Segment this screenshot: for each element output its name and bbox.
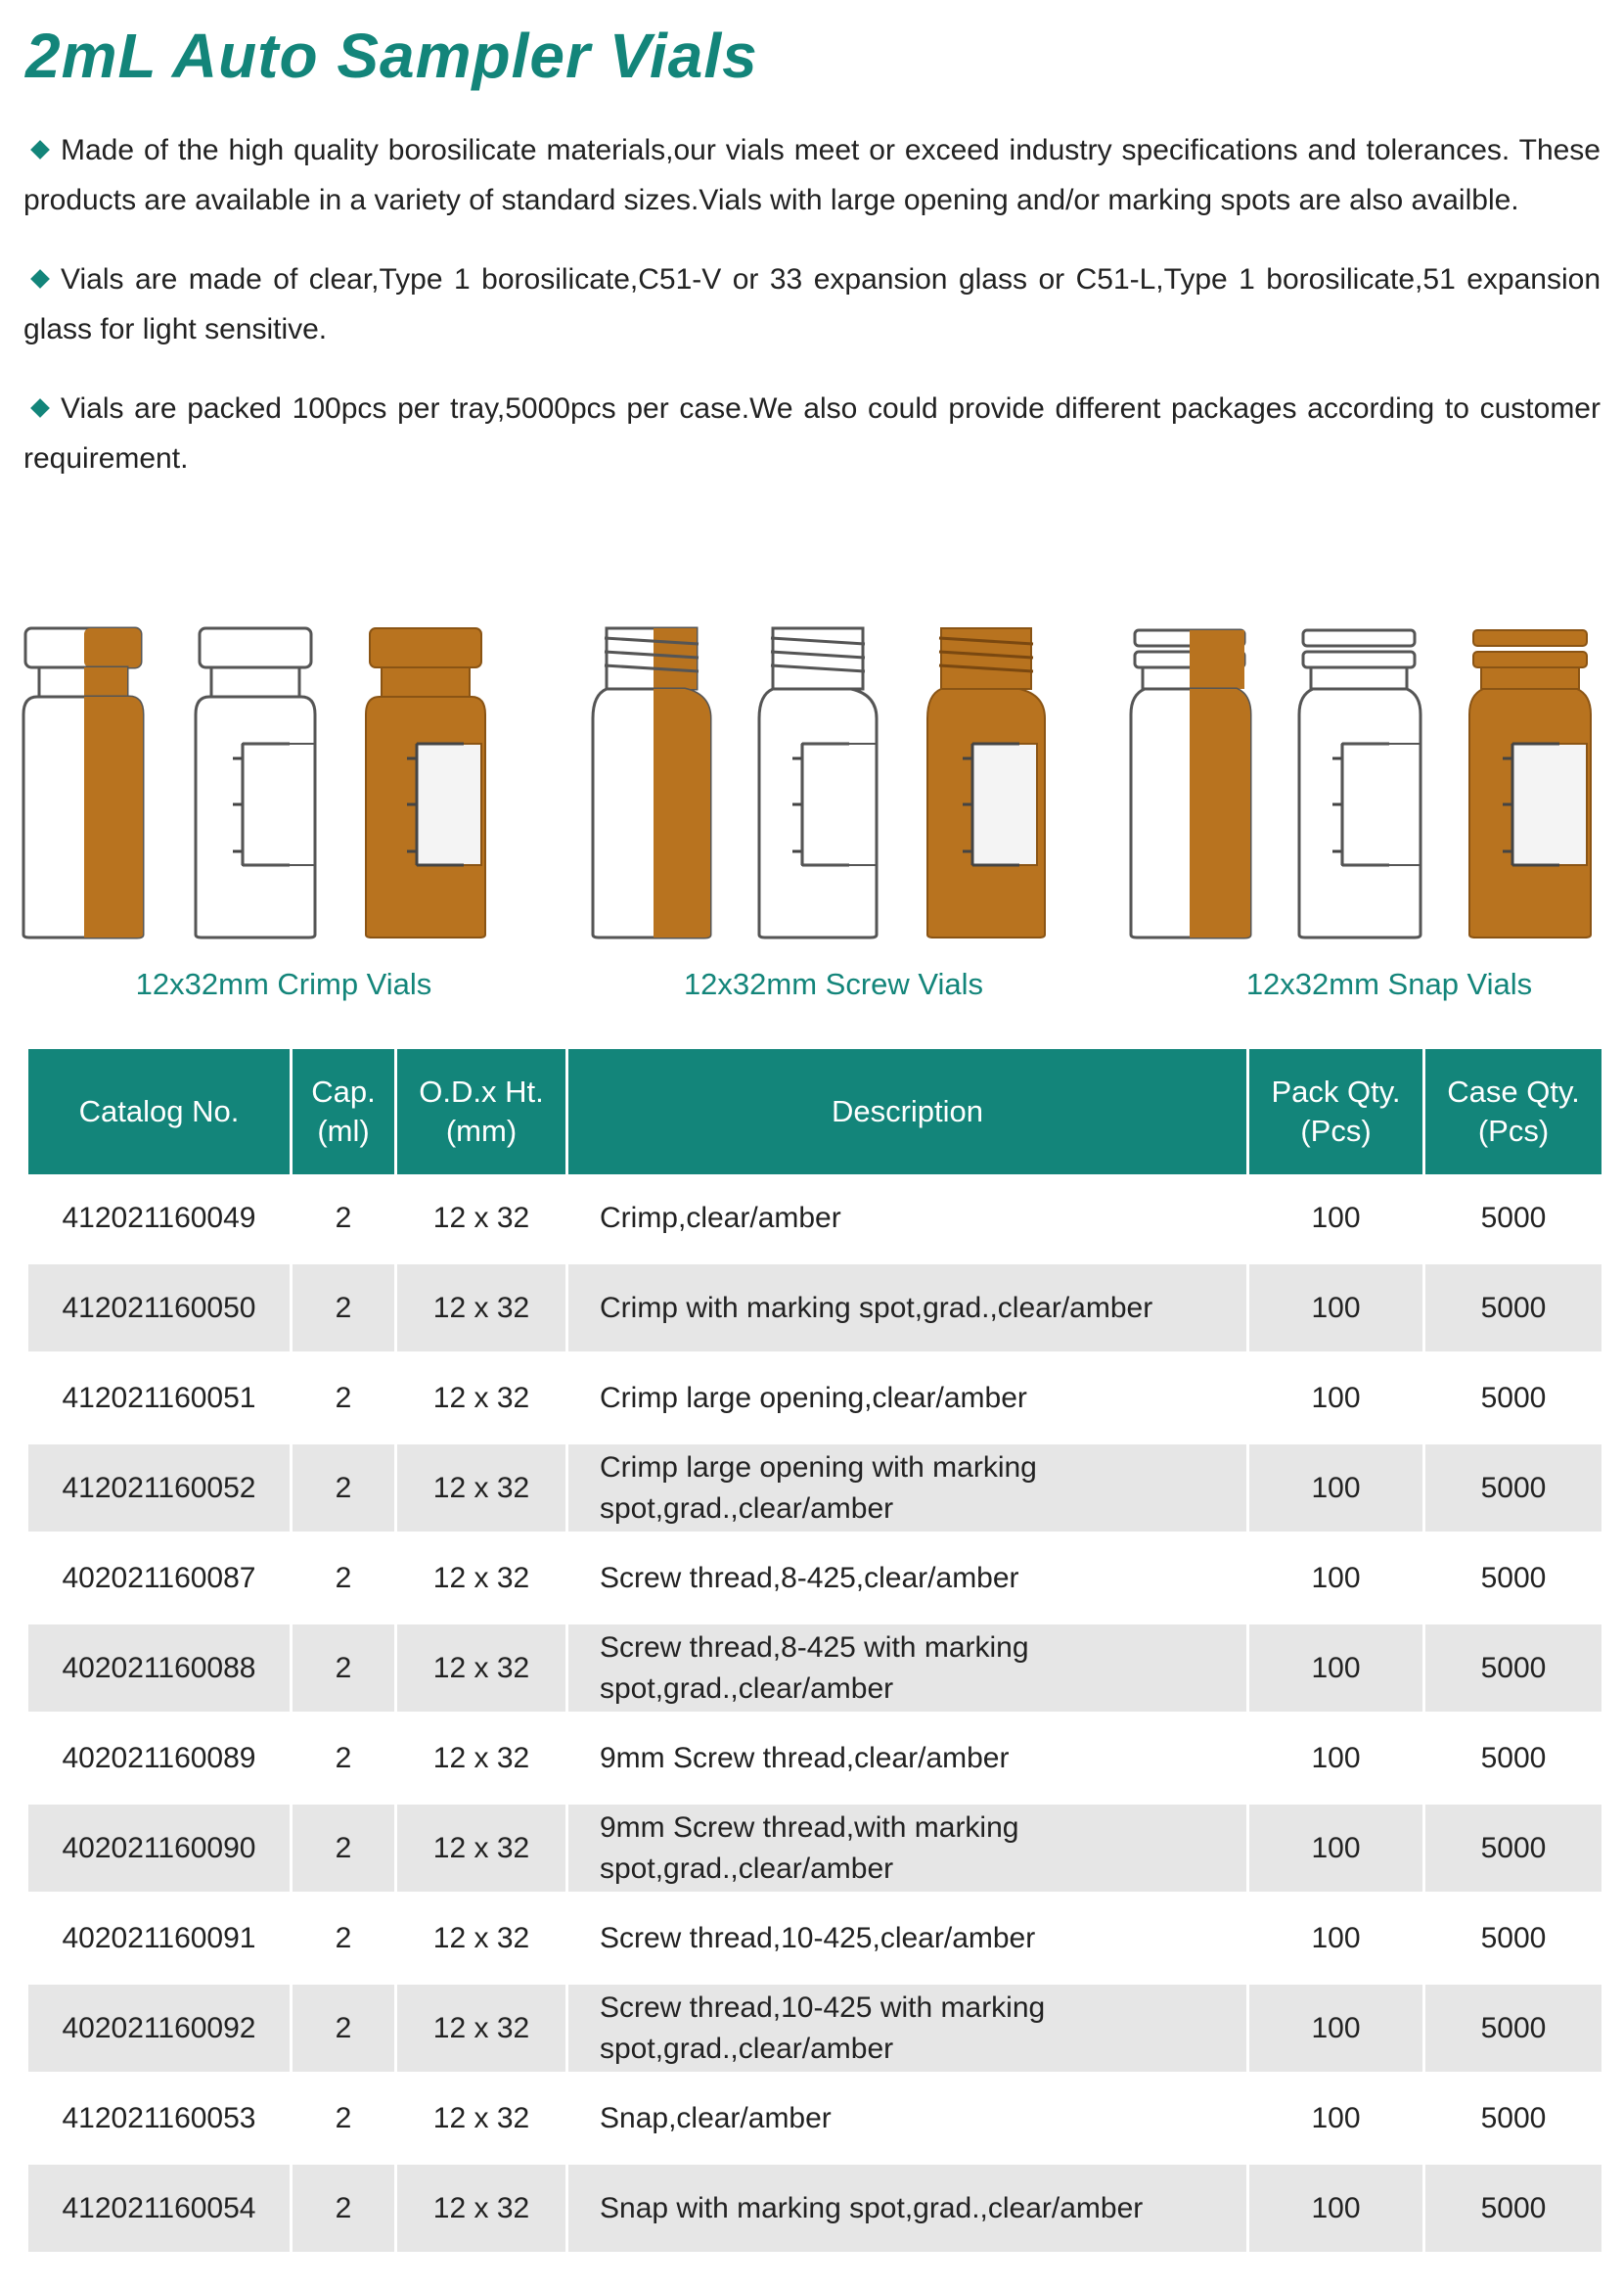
screw-vial-clear-icon xyxy=(759,628,877,938)
description-line: spot,grad.,clear/amber xyxy=(600,1852,894,1885)
catalog-cell: 402021160088 xyxy=(27,1624,292,1714)
description-cell xyxy=(567,1984,1248,2074)
header-capacity: Cap. (ml) xyxy=(292,1049,396,1174)
case-qty-cell: 5000 xyxy=(1424,1984,1603,2074)
snap-vial-clear-icon xyxy=(1299,630,1421,938)
pack-qty-cell: 100 xyxy=(1248,1624,1424,1714)
dimensions-cell: 12 x 32 xyxy=(396,1714,567,1804)
page-title: 2mL Auto Sampler Vials xyxy=(25,21,758,91)
description-line: Screw thread,8-425 with marking xyxy=(600,1630,1029,1664)
dimensions-cell: 12 x 32 xyxy=(396,1984,567,2074)
capacity-cell: 2 xyxy=(292,1443,396,1533)
dimensions-cell: 12 x 32 xyxy=(396,1443,567,1533)
description-cell xyxy=(567,2074,1248,2164)
dimensions-cell: 12 x 32 xyxy=(396,1533,567,1624)
case-qty-cell: 5000 xyxy=(1424,1443,1603,1533)
capacity-cell: 2 xyxy=(292,2074,396,2164)
pack-qty-cell: 100 xyxy=(1248,1984,1424,2074)
description-cell xyxy=(567,1353,1248,1443)
table-row xyxy=(27,1624,1603,1714)
case-qty-cell: 5000 xyxy=(1424,1263,1603,1353)
dimensions-cell: 12 x 32 xyxy=(396,2074,567,2164)
screw-vial-half-icon xyxy=(593,628,710,938)
vial-illustrations xyxy=(0,617,1624,949)
table-row xyxy=(27,1263,1603,1353)
header-catalog: Catalog No. xyxy=(27,1049,292,1174)
description-cell xyxy=(567,1174,1248,1263)
catalog-cell: 402021160089 xyxy=(27,1714,292,1804)
description-cell xyxy=(567,1533,1248,1624)
crimp-vial-amber-icon xyxy=(366,628,485,938)
catalog-cell: 402021160091 xyxy=(27,1894,292,1984)
diamond-bullet-icon xyxy=(30,140,50,160)
capacity-cell: 2 xyxy=(292,1624,396,1714)
pack-qty-cell: 100 xyxy=(1248,1174,1424,1263)
catalog-cell: 402021160092 xyxy=(27,1984,292,2074)
feature-text: Vials are packed 100pcs per tray,5000pcs per case.We also could provide different packages according to customer requirement. xyxy=(23,392,1601,475)
pack-qty-cell: 100 xyxy=(1248,1353,1424,1443)
catalog-cell: 402021160087 xyxy=(27,1533,292,1624)
capacity-cell: 2 xyxy=(292,2164,396,2254)
table-row xyxy=(27,1174,1603,1263)
description-cell xyxy=(567,1263,1248,1353)
case-qty-cell: 5000 xyxy=(1424,2074,1603,2164)
crimp-vial-clear-icon xyxy=(196,628,315,938)
header-dimensions: O.D.x Ht. (mm) xyxy=(396,1049,567,1174)
case-qty-cell: 5000 xyxy=(1424,1353,1603,1443)
dimensions-cell: 12 x 32 xyxy=(396,2164,567,2254)
dimensions-cell: 12 x 32 xyxy=(396,1894,567,1984)
snap-vial-half-icon xyxy=(1131,630,1250,938)
screw-vials-label: 12x32mm Screw Vials xyxy=(683,967,984,1001)
product-table xyxy=(25,1049,1604,2255)
pack-qty-cell: 100 xyxy=(1248,1263,1424,1353)
catalog-cell: 412021160050 xyxy=(27,1263,292,1353)
catalog-cell: 402021160090 xyxy=(27,1804,292,1894)
description-line: Screw thread,10-425 with marking xyxy=(600,1991,1046,2024)
capacity-cell: 2 xyxy=(292,1984,396,2074)
description-line: Crimp large opening,clear/amber xyxy=(600,1381,1027,1414)
header-description: Description xyxy=(567,1049,1248,1174)
catalog-cell: 412021160049 xyxy=(27,1174,292,1263)
catalog-cell: 412021160052 xyxy=(27,1443,292,1533)
snap-vial-amber-icon xyxy=(1469,630,1591,938)
description-line: Snap,clear/amber xyxy=(600,2101,832,2134)
feature-text: Made of the high quality borosilicate materials,our vials meet or exceed industry specifications and tolerances. These products are available in a variety of standard sizes.Vials with large opening and/or marking spots are also availble. xyxy=(23,134,1601,216)
header-case-qty: Case Qty. (Pcs) xyxy=(1424,1049,1603,1174)
feature-text: Vials are made of clear,Type 1 borosilicate,C51-V or 33 expansion glass or C51-L,Type 1 borosilicate,51 expansion glass for light sensitive. xyxy=(23,263,1601,345)
capacity-cell: 2 xyxy=(292,1263,396,1353)
description-line: spot,grad.,clear/amber xyxy=(600,2032,894,2065)
description-cell xyxy=(567,1804,1248,1894)
capacity-cell: 2 xyxy=(292,1804,396,1894)
diamond-bullet-icon xyxy=(30,398,50,418)
table-row xyxy=(27,1533,1603,1624)
pack-qty-cell: 100 xyxy=(1248,1533,1424,1624)
table-row xyxy=(27,2074,1603,2164)
table-row xyxy=(27,1714,1603,1804)
table-row xyxy=(27,1804,1603,1894)
description-line: Snap with marking spot,grad.,clear/amber xyxy=(600,2191,1144,2224)
diamond-bullet-icon xyxy=(30,269,50,289)
description-cell xyxy=(567,2164,1248,2254)
case-qty-cell: 5000 xyxy=(1424,1804,1603,1894)
case-qty-cell: 5000 xyxy=(1424,1624,1603,1714)
pack-qty-cell: 100 xyxy=(1248,2074,1424,2164)
capacity-cell: 2 xyxy=(292,1714,396,1804)
table-row xyxy=(27,1984,1603,2074)
feature-item xyxy=(23,125,1601,225)
description-line: Crimp with marking spot,grad.,clear/amber xyxy=(600,1291,1153,1324)
header-pack-qty: Pack Qty. (Pcs) xyxy=(1248,1049,1424,1174)
capacity-cell: 2 xyxy=(292,1353,396,1443)
screw-vial-amber-icon xyxy=(927,628,1045,938)
dimensions-cell: 12 x 32 xyxy=(396,1804,567,1894)
feature-item xyxy=(23,384,1601,483)
case-qty-cell: 5000 xyxy=(1424,1714,1603,1804)
case-qty-cell: 5000 xyxy=(1424,2164,1603,2254)
table-row xyxy=(27,1353,1603,1443)
pack-qty-cell: 100 xyxy=(1248,1714,1424,1804)
pack-qty-cell: 100 xyxy=(1248,1804,1424,1894)
catalog-cell: 412021160051 xyxy=(27,1353,292,1443)
snap-vials-label: 12x32mm Snap Vials xyxy=(1245,967,1533,1001)
table-header-row xyxy=(27,1049,1603,1174)
dimensions-cell: 12 x 32 xyxy=(396,1353,567,1443)
dimensions-cell: 12 x 32 xyxy=(396,1624,567,1714)
crimp-vials-label: 12x32mm Crimp Vials xyxy=(135,967,432,1001)
description-line: 9mm Screw thread,clear/amber xyxy=(600,1741,1010,1774)
case-qty-cell: 5000 xyxy=(1424,1894,1603,1984)
table-row xyxy=(27,2164,1603,2254)
catalog-cell: 412021160054 xyxy=(27,2164,292,2254)
feature-item xyxy=(23,254,1601,354)
table-row xyxy=(27,1443,1603,1533)
description-line: spot,grad.,clear/amber xyxy=(600,1671,894,1705)
description-line: Crimp,clear/amber xyxy=(600,1201,841,1234)
dimensions-cell: 12 x 32 xyxy=(396,1174,567,1263)
capacity-cell: 2 xyxy=(292,1533,396,1624)
pack-qty-cell: 100 xyxy=(1248,1443,1424,1533)
description-line: 9mm Screw thread,with marking xyxy=(600,1810,1019,1844)
pack-qty-cell: 100 xyxy=(1248,2164,1424,2254)
description-cell xyxy=(567,1714,1248,1804)
case-qty-cell: 5000 xyxy=(1424,1533,1603,1624)
description-cell xyxy=(567,1894,1248,1984)
pack-qty-cell: 100 xyxy=(1248,1894,1424,1984)
description-cell xyxy=(567,1624,1248,1714)
description-line: Screw thread,8-425,clear/amber xyxy=(600,1561,1019,1594)
catalog-cell: 412021160053 xyxy=(27,2074,292,2164)
dimensions-cell: 12 x 32 xyxy=(396,1263,567,1353)
capacity-cell: 2 xyxy=(292,1174,396,1263)
table-row xyxy=(27,1894,1603,1984)
description-line: Crimp large opening with marking xyxy=(600,1450,1037,1484)
description-line: Screw thread,10-425,clear/amber xyxy=(600,1921,1036,1954)
description-cell xyxy=(567,1443,1248,1533)
case-qty-cell: 5000 xyxy=(1424,1174,1603,1263)
feature-list xyxy=(23,125,1601,513)
description-line: spot,grad.,clear/amber xyxy=(600,1491,894,1525)
capacity-cell: 2 xyxy=(292,1894,396,1984)
crimp-vial-half-icon xyxy=(23,628,143,938)
